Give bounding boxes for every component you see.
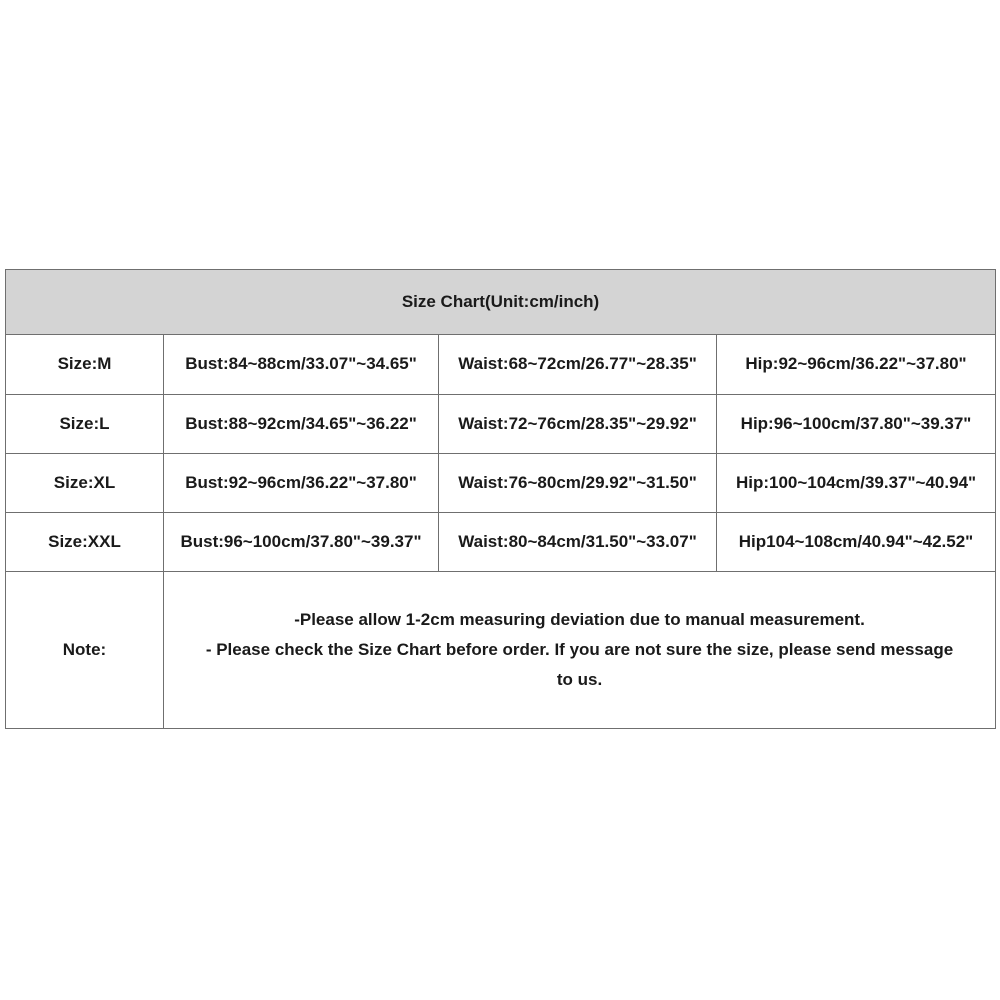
bust-measurement: Bust:96~100cm/37.80"~39.37": [164, 513, 439, 572]
table-row: [6, 453, 996, 512]
bust-measurement: Bust:92~96cm/36.22"~37.80": [164, 453, 439, 512]
hip-measurement: Hip:92~96cm/36.22"~37.80": [717, 335, 996, 394]
hip-measurement: Hip:100~104cm/39.37"~40.94": [717, 453, 996, 512]
note-row: [6, 572, 996, 729]
hip-measurement: Hip:96~100cm/37.80"~39.37": [717, 394, 996, 453]
note-line-check-size: - Please check the Size Chart before order. If you are not sure the size, please send message to us.: [205, 640, 954, 690]
hip-measurement: Hip104~108cm/40.94"~42.52": [717, 513, 996, 572]
bust-measurement: Bust:88~92cm/34.65"~36.22": [164, 394, 439, 453]
table-row: [6, 513, 996, 572]
size-label: Size:M: [6, 335, 164, 394]
note-line-deviation: -Please allow 1-2cm measuring deviation due to manual measurement.: [294, 610, 865, 630]
waist-measurement: Waist:68~72cm/26.77"~28.35": [439, 335, 717, 394]
waist-measurement: Waist:72~76cm/28.35"~29.92": [439, 394, 717, 453]
table-row: [6, 394, 996, 453]
size-label: Size:XXL: [6, 513, 164, 572]
size-label: Size:XL: [6, 453, 164, 512]
note-label: Note:: [6, 572, 164, 729]
size-chart-table: [5, 269, 996, 729]
waist-measurement: Waist:80~84cm/31.50"~33.07": [439, 513, 717, 572]
waist-measurement: Waist:76~80cm/29.92"~31.50": [439, 453, 717, 512]
note-text: [164, 572, 996, 729]
table-row: [6, 335, 996, 394]
size-chart-header-row: [6, 270, 996, 335]
size-chart-title: Size Chart(Unit:cm/inch): [6, 270, 996, 335]
bust-measurement: Bust:84~88cm/33.07"~34.65": [164, 335, 439, 394]
size-label: Size:L: [6, 394, 164, 453]
